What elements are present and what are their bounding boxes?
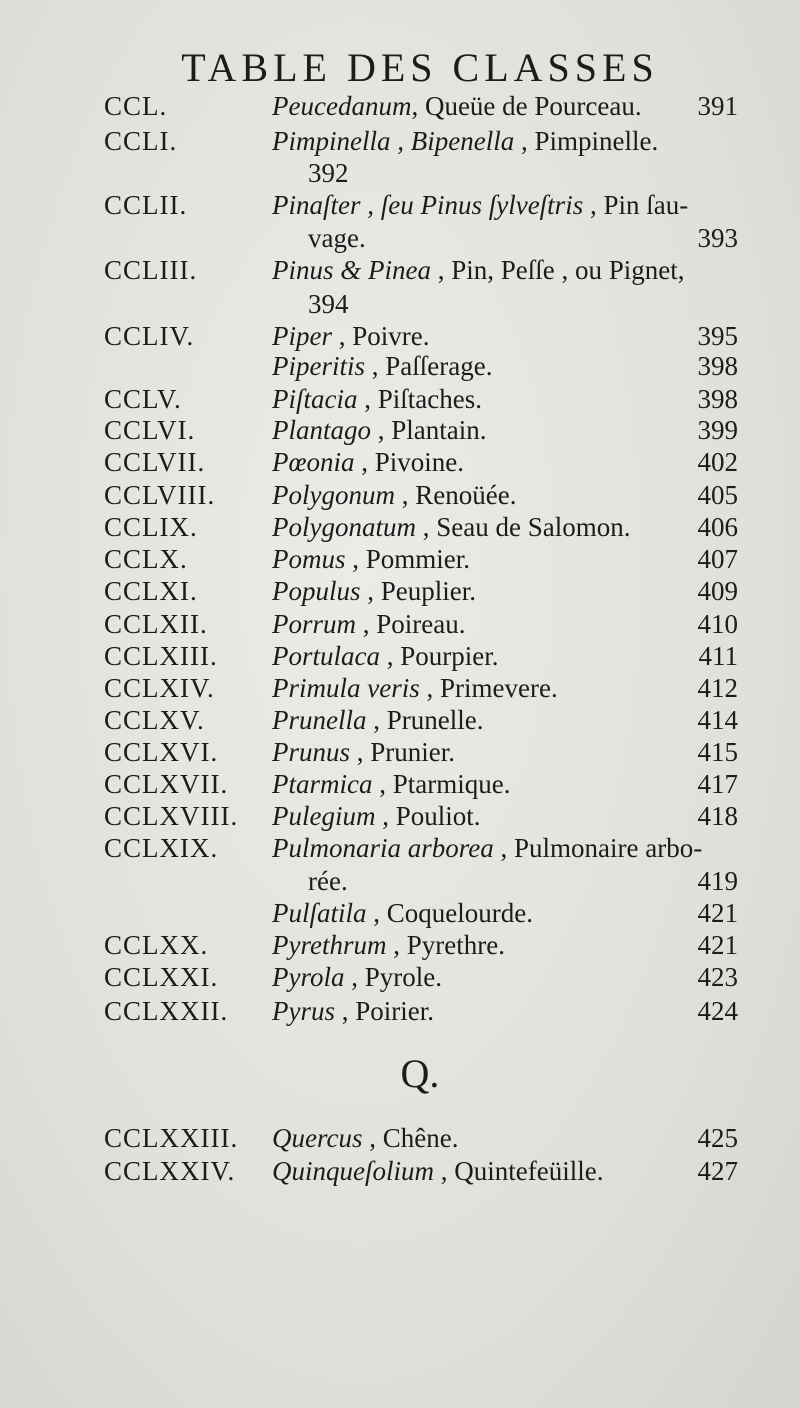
latin-name: Prunella (272, 705, 367, 735)
french-name: , Pouliot. (375, 801, 481, 831)
french-name: , Quintefeüille. (434, 1156, 604, 1186)
french-name: , Pivoine. (354, 447, 465, 477)
french-name: , Plantain. (371, 415, 487, 445)
latin-name: Pulmonaria arborea (272, 833, 494, 863)
latin-name: Pinus & Pinea (272, 255, 431, 285)
page-number: 411 (698, 641, 738, 671)
latin-name: Pulegium (272, 801, 376, 831)
page-number: 418 (697, 801, 738, 831)
entry-name (272, 670, 558, 706)
entry-name (272, 88, 642, 124)
latin-name: Pulſatila (272, 898, 367, 928)
class-number: CCLXIII. (104, 641, 218, 671)
entry-name (272, 895, 533, 931)
class-number: CCLXVIII. (104, 801, 239, 831)
entry-name (272, 1153, 603, 1189)
french-name: , Pommier. (345, 544, 471, 574)
latin-name: Quinqueſolium (272, 1156, 434, 1186)
latin-name: Pinaſter , ſeu Pinus ſylveſtris (272, 190, 584, 220)
latin-name: Primula veris (272, 673, 420, 703)
table-row (0, 959, 800, 995)
continued-text: rée. (308, 866, 348, 896)
class-number: CCLXXI. (104, 962, 219, 992)
table-row (0, 670, 800, 706)
french-name: , Queüe de Pourceau. (411, 91, 642, 121)
entry-name (272, 477, 516, 513)
page-number: 425 (697, 1123, 738, 1153)
french-name: , Prunelle. (366, 705, 484, 735)
latin-name: Quercus (272, 1123, 363, 1153)
table-row (0, 541, 800, 577)
table-row (0, 88, 800, 124)
entry-name (272, 702, 483, 738)
table-row (0, 638, 800, 674)
entry-name (272, 734, 455, 770)
latin-name: Polygonatum (272, 512, 416, 542)
class-number: CCL. (104, 91, 168, 121)
table-row (0, 766, 800, 802)
entry-name (272, 509, 630, 545)
french-name: , Pin ſau- (583, 190, 689, 220)
class-number: CCLXXIII. (104, 1123, 239, 1153)
french-name: , Pin, Peſſe , ou Pignet, (430, 255, 685, 285)
class-number: CCLV. (104, 384, 182, 414)
french-name: , Pyrole. (344, 962, 442, 992)
page-number: 402 (697, 447, 738, 477)
continuation-row (0, 286, 800, 322)
entry-name (272, 638, 499, 674)
class-number: CCLXVII. (104, 769, 229, 799)
class-number: CCLXII. (104, 609, 208, 639)
class-number: CCLXX. (104, 930, 209, 960)
page-number: 421 (697, 930, 738, 960)
page-number: 405 (697, 480, 738, 510)
entry-name (272, 348, 492, 384)
class-number: CCLXXII. (104, 996, 229, 1026)
french-name: , Poireau. (356, 609, 466, 639)
table-row (0, 1153, 800, 1189)
page-number: 415 (697, 737, 738, 767)
class-number: CCLVI. (104, 415, 196, 445)
french-name: , Primevere. (419, 673, 558, 703)
page-number: 410 (697, 609, 738, 639)
entry-name (272, 1120, 458, 1156)
page-number: 394 (308, 289, 349, 319)
class-number: CCLIX. (104, 512, 198, 542)
entry-name (272, 187, 688, 223)
latin-name: Plantago (272, 415, 371, 445)
entry-name (272, 444, 464, 480)
page-number: 391 (697, 91, 738, 121)
table-row (0, 412, 800, 448)
class-number: CCLXIV. (104, 673, 215, 703)
continuation-row (0, 155, 800, 191)
french-name: , Coquelourde. (366, 898, 533, 928)
continuation-row (0, 863, 800, 899)
latin-name: Portulaca (272, 641, 380, 671)
latin-name: Peucedanum (272, 91, 412, 121)
class-number: CCLXV. (104, 705, 205, 735)
table-row (0, 734, 800, 770)
table-row (0, 895, 800, 931)
table-row (0, 606, 800, 642)
page-number: 424 (697, 996, 738, 1026)
class-number: CCLVIII. (104, 480, 216, 510)
entry-name (272, 993, 434, 1029)
latin-name: Populus (272, 576, 361, 606)
table-row (0, 444, 800, 480)
page-number: 417 (697, 769, 738, 799)
french-name: , Poivre. (332, 321, 430, 351)
class-number: CCLII. (104, 190, 188, 220)
latin-name: Pyrus (272, 996, 335, 1026)
page-number: 427 (697, 1156, 738, 1186)
french-name: , Ptarmique. (372, 769, 511, 799)
french-name: , Poirier. (335, 996, 434, 1026)
entry-name (272, 959, 442, 995)
entry-name (272, 798, 481, 834)
page-number: 421 (697, 898, 738, 928)
page-number: 409 (697, 576, 738, 606)
table-row (0, 123, 800, 159)
french-name: , Pulmonaire arbo- (493, 833, 703, 863)
table-row (0, 993, 800, 1029)
table-row (0, 702, 800, 738)
french-name: , Peuplier. (360, 576, 477, 606)
class-number: CCLVII. (104, 447, 206, 477)
french-name: , Prunier. (350, 737, 456, 767)
french-name: , Seau de Salomon. (415, 512, 631, 542)
class-number: CCLX. (104, 544, 188, 574)
table-row (0, 187, 800, 223)
table-row (0, 477, 800, 513)
page-number: 399 (697, 415, 738, 445)
entry-name (272, 766, 510, 802)
page-number: 412 (697, 673, 738, 703)
latin-name: Piperitis (272, 351, 365, 381)
latin-name: Piſtacia (272, 384, 358, 414)
french-name: , Pourpier. (380, 641, 499, 671)
page-number: 398 (697, 384, 738, 414)
page-number: 423 (697, 962, 738, 992)
latin-name: Polygonum (272, 480, 395, 510)
table-row (0, 252, 800, 288)
latin-name: Pyrola (272, 962, 345, 992)
page-number: 393 (697, 223, 738, 253)
latin-name: Pœonia (272, 447, 355, 477)
entry-name (272, 123, 658, 159)
class-number: CCLXI. (104, 576, 198, 606)
latin-name: Prunus (272, 737, 351, 767)
table-row (0, 798, 800, 834)
page-number: 419 (697, 866, 738, 896)
french-name: , Pimpinelle. (514, 126, 659, 156)
page-number: 407 (697, 544, 738, 574)
page-number: 392 (308, 158, 349, 188)
french-name: , Chêne. (362, 1123, 459, 1153)
class-number: CCLXIX. (104, 833, 219, 863)
french-name: , Paſſerage. (365, 351, 493, 381)
latin-name: Ptarmica (272, 769, 373, 799)
latin-name: Pimpinella , Bipenella (272, 126, 515, 156)
class-number: CCLXXIV. (104, 1156, 236, 1186)
latin-name: Pomus (272, 544, 346, 574)
latin-name: Pyrethrum (272, 930, 387, 960)
class-number: CCLXVI. (104, 737, 219, 767)
page-number: 395 (697, 321, 738, 351)
continued-text: vage. (308, 223, 366, 253)
page-number: 414 (697, 705, 738, 735)
entry-name (272, 252, 685, 288)
latin-name: Piper (272, 321, 332, 351)
entry-name (272, 541, 470, 577)
table-row (0, 573, 800, 609)
continuation-row (0, 220, 800, 256)
page-number: 406 (697, 512, 738, 542)
entry-name (272, 606, 466, 642)
french-name: , Piſtaches. (357, 384, 482, 414)
table-row (0, 830, 800, 866)
french-name: , Renoüée. (394, 480, 517, 510)
latin-name: Porrum (272, 609, 357, 639)
entry-name (272, 927, 505, 963)
page-title: TABLE DES CLASSES (181, 45, 659, 90)
table-row (0, 509, 800, 545)
class-number: CCLIII. (104, 255, 198, 285)
class-number: CCLI. (104, 126, 178, 156)
table-row (0, 927, 800, 963)
page-number: 398 (697, 351, 738, 381)
french-name: , Pyrethre. (386, 930, 505, 960)
entry-name (272, 830, 702, 866)
entry-name (272, 412, 487, 448)
class-number: CCLIV. (104, 321, 195, 351)
table-row (0, 348, 800, 384)
table-row (0, 1120, 800, 1156)
entry-name (272, 573, 476, 609)
section-letter: Q. (400, 1051, 440, 1096)
